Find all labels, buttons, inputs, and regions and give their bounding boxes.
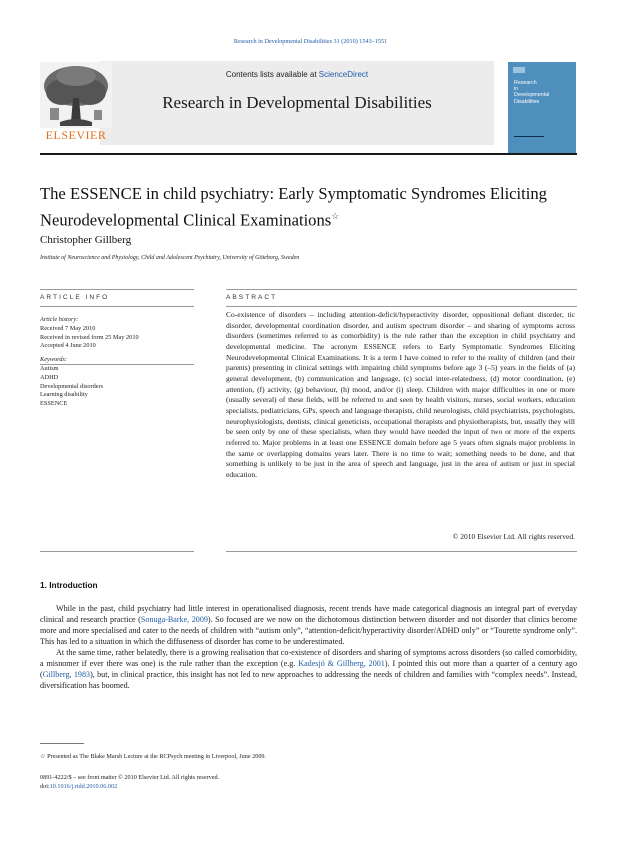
keyword: Learning disability — [40, 391, 88, 399]
history-label: Article history: — [40, 316, 79, 323]
body-text — [40, 603, 577, 691]
header-rule — [40, 153, 577, 155]
cover-title — [514, 80, 574, 105]
publisher-name: ELSEVIER — [45, 128, 107, 142]
keyword: Autism — [40, 364, 59, 372]
accepted-date: Accepted 4 June 2010 — [40, 342, 96, 350]
text-run: ), but, in clinical practice, this insight has not led to new approaches to addressing the needs of children and families with “complex needs”. Instead, diversification has boomed. — [40, 670, 577, 690]
journal-title: Research in Developmental Disabilities — [162, 93, 432, 112]
issn-line: 0891-4222/$ – see front matter © 2010 Elsevier Ltd. All rights reserved. — [40, 774, 220, 781]
paragraph — [40, 647, 577, 691]
text-run: ). So focused are we now on the dichotomous distinction between disorder and not disorder that clinics become more and more specialised and cater to the needs of children with “autism only”, “attention-deficit/hyperactivity disorder/ADHD only” or “Tourette syndrome only”. This has led to a situation in which the diffuseness of disorder has come to be underestimated. — [40, 615, 577, 646]
citation-link[interactable]: Sonuga-Barke, 2009 — [140, 615, 208, 624]
keywords-rule — [40, 364, 194, 365]
cover-line: Research — [514, 80, 537, 86]
info-top-rule — [40, 289, 194, 290]
article-info — [40, 316, 200, 409]
text-run: ). I pointed this out more than a quarter of a century ago ( — [40, 659, 577, 679]
contents-line — [100, 70, 494, 79]
journal-reference[interactable]: Research in Developmental Disabilities 31 (2010) 1543–1551 — [233, 38, 388, 45]
cover-stripe — [513, 67, 525, 73]
doi-link[interactable]: 10.1016/j.ridd.2010.06.002 — [49, 783, 118, 790]
cover-rule — [514, 136, 544, 137]
author-affiliation: Institute of Neuroscience and Physiology, Child and Adolescent Psychiatry, University of Göteborg, Sweden — [40, 255, 300, 261]
article-info-heading: ARTICLE INFO — [40, 294, 110, 301]
abstract-copyright: © 2010 Elsevier Ltd. All rights reserved. — [452, 532, 575, 541]
doi-line — [40, 782, 219, 791]
abstract-top-rule — [226, 289, 577, 290]
cover-line: Disabilities — [514, 98, 540, 105]
sciencedirect-link[interactable]: ScienceDirect — [318, 70, 369, 79]
author-name[interactable]: Christopher Gillberg — [40, 234, 132, 246]
citation-link[interactable]: Gillberg, 1983 — [42, 670, 91, 679]
info-bottom-rule — [40, 551, 194, 552]
text-run: At the same time, rather belatedly, there is a growing realisation that co-existence of disorders and sharing of symptoms across disorders (so called comorbidity, a misnomer if ever there was one) is the rule rather than the exception (e.g. — [40, 648, 577, 668]
footnote: ☆ Presented as The Blake Marsh Lecture at the RCPsych meeting in Liverpool, June 2009. — [40, 753, 267, 760]
article-title-text: The ESSENCE in child psychiatry: Early Symptomatic Syndromes Eliciting Neurodevelopmental Clinical Examinations — [40, 184, 547, 230]
text-run: While in the past, child psychiatry had little interest in operationalised diagnosis, recent trends have made categorical diagnosis an integral part of everyday clinical and research practice ( — [40, 604, 577, 624]
keyword: ADHD — [40, 373, 59, 381]
citation-link[interactable]: Kadesjö & Gillberg, 2001 — [298, 659, 385, 668]
footnote-rule — [40, 743, 84, 744]
keyword: Developmental disorders — [40, 382, 104, 390]
doi-prefix: doi: — [40, 783, 50, 790]
abstract-heading-rule — [226, 306, 577, 307]
cover-line: Developmental — [514, 92, 550, 99]
received-date: Received 7 May 2010 — [40, 324, 96, 332]
abstract-heading: ABSTRACT — [226, 294, 278, 301]
revised-date: Received in revised form 25 May 2010 — [40, 333, 139, 341]
article-title — [40, 183, 580, 232]
keywords-label: Keywords: — [40, 356, 68, 364]
abstract-bottom-rule — [226, 551, 577, 552]
issn-block — [40, 773, 219, 791]
journal-cover[interactable] — [508, 62, 576, 155]
keyword: ESSENCE — [40, 400, 68, 408]
contents-prefix: Contents lists available at — [225, 70, 317, 79]
title-footnote-mark[interactable]: ☆ — [331, 211, 340, 221]
section-heading: 1. Introduction — [40, 580, 98, 590]
abstract-text: Co-existence of disorders – including attention-deficit/hyperactivity disorder, oppositional defiant disorder, tic disorder, developmental coordination disorder, and autism spectrum disorder – and sharing of symptoms across disorders (sometimes referred to as comorbidity) is the rule rather than the exception in child psychiatry and developmental medicine. The acronym ESSENCE refers to Early Symptomatic Syndromes Eliciting Neurodevelopmental Clinical Examinations. It is a term I have coined to refer to the reality of children (and their parents) presenting in clinical settings with impairing child symptoms before age 3 (–5) years in the fields of (a) general development, (b) communication and language, (c) social inter-relatedness, (d) motor coordination, (e) attention, (f) activity, (g) behaviour, (h) mood, and/or (i) sleep. Children with major difficulties in one or more (usually several) of these fields, will be referred to and seen by health visitors, nurses, social workers, education specialists, pediatricians, GPs, speech and language therapists, child neurologists, child psychiatrists, psychologists, neurophysiologists, dentists, clinical geneticists, occupational therapists and physiotherapists, but, usually they will be seen only by one of these specialists, when they would have needed the input of two or more of the experts referred to. Major problems in at least one ESSENCE domain before age 5 years often signals major problems in the same or overlapping domains years later. There is no time to wait; something needs to be done, and that something is unlikely to be just in the area of speech and language, just in the area of autism or just in special education. — [226, 310, 575, 479]
paragraph — [40, 603, 577, 647]
cover-line: in — [514, 86, 519, 93]
info-heading-rule — [40, 306, 194, 307]
